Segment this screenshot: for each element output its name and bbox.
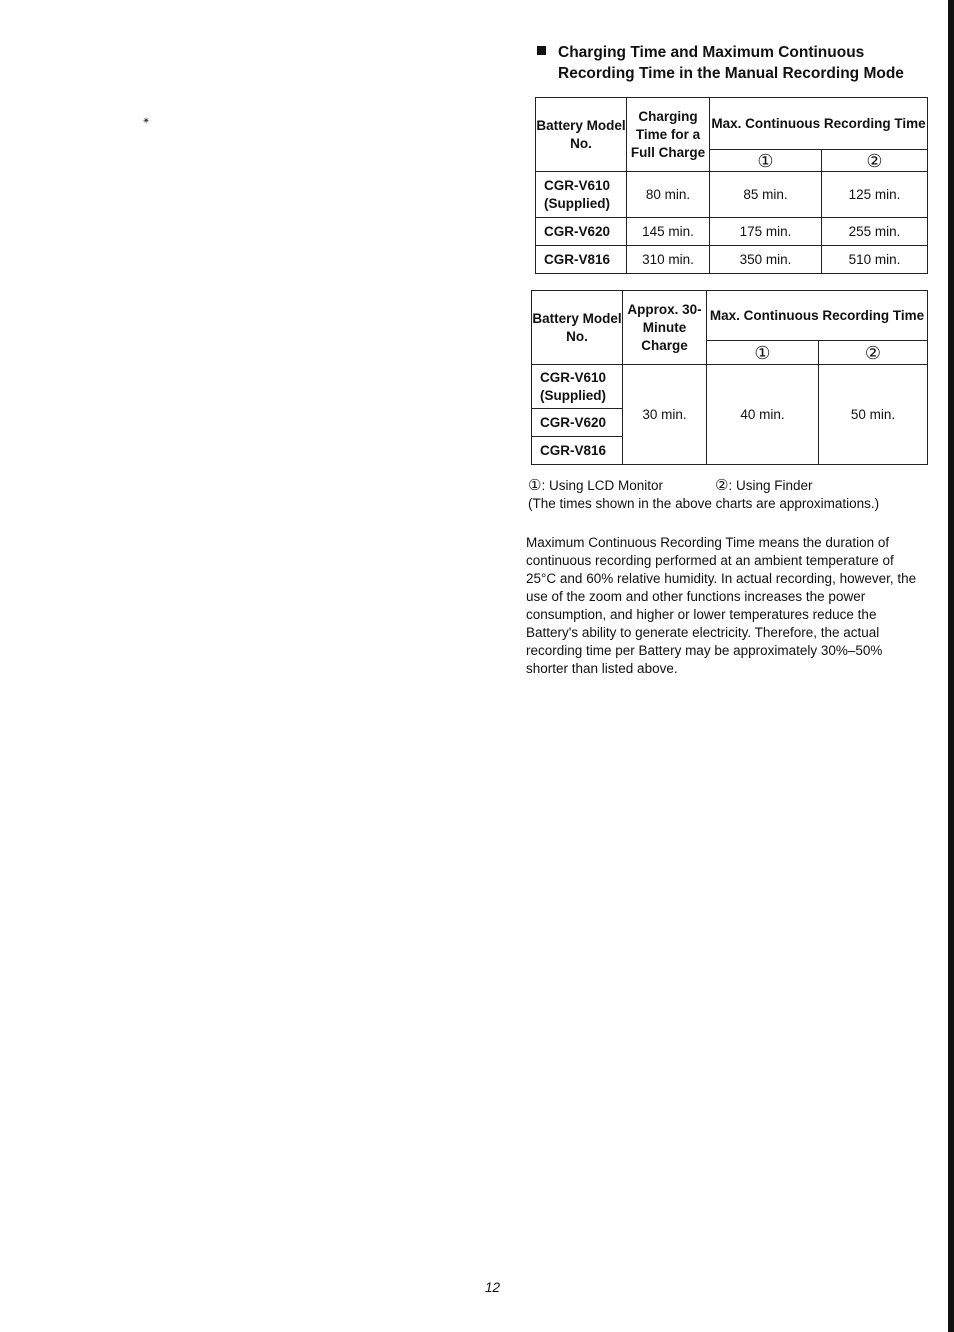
bullet-square-icon	[537, 46, 546, 55]
row-finder-time: 255 min.	[822, 218, 928, 246]
row-model: CGR-V816	[532, 437, 623, 465]
row-charge-time: 145 min.	[627, 218, 710, 246]
shared-finder-time: 50 min.	[819, 365, 928, 465]
page-number: 12	[485, 1280, 501, 1295]
header-charging-time: Charging Time for a Full Charge	[627, 98, 710, 172]
row-model: CGR-V620	[536, 218, 627, 246]
header-finder-symbol: ②	[822, 150, 928, 172]
row-model: CGR-V816	[536, 246, 627, 274]
stray-mark: ✴	[142, 116, 151, 127]
table-row	[532, 365, 928, 409]
legend-finder: : Using Finder	[728, 478, 813, 493]
row-charge-time: 310 min.	[627, 246, 710, 274]
quick-charge-table	[531, 290, 928, 465]
page-edge-bar	[948, 0, 954, 1332]
section-title-line-2: Recording Time in the Manual Recording Mode	[558, 65, 904, 82]
header-max-recording: Max. Continuous Recording Time	[707, 291, 928, 341]
section-title	[537, 42, 937, 84]
header-battery-model: Battery Model No.	[536, 98, 627, 172]
table-row	[536, 246, 928, 274]
header-lcd-monitor-symbol: ①	[710, 150, 822, 172]
row-model: CGR-V610 (Supplied)	[532, 365, 623, 409]
row-lcd-time: 85 min.	[710, 172, 822, 218]
row-finder-time: 510 min.	[822, 246, 928, 274]
legend-lcd-monitor: : Using LCD Monitor	[541, 478, 663, 493]
header-max-recording: Max. Continuous Recording Time	[710, 98, 928, 150]
table-row	[536, 218, 928, 246]
shared-charge-time: 30 min.	[623, 365, 707, 465]
section-title-line-1: Charging Time and Maximum Continuous	[558, 44, 865, 61]
row-lcd-time: 175 min.	[710, 218, 822, 246]
lcd-monitor-symbol: ①	[528, 477, 542, 494]
row-lcd-time: 350 min.	[710, 246, 822, 274]
header-approx-charge: Approx. 30-Minute Charge	[623, 291, 707, 365]
row-finder-time: 125 min.	[822, 172, 928, 218]
header-lcd-monitor-symbol: ①	[707, 341, 819, 365]
header-finder-symbol: ②	[819, 341, 928, 365]
finder-symbol: ②	[715, 477, 729, 494]
row-model: CGR-V620	[532, 409, 623, 437]
full-charge-table	[535, 97, 928, 274]
table-row	[536, 172, 928, 218]
row-model: CGR-V610 (Supplied)	[536, 172, 627, 218]
row-charge-time: 80 min.	[627, 172, 710, 218]
legend-note: (The times shown in the above charts are approximations.)	[528, 496, 880, 511]
legend	[528, 477, 928, 513]
header-battery-model: Battery Model No.	[532, 291, 623, 365]
explanation-paragraph: Maximum Continuous Recording Time means the duration of continuous recording performed at an ambient temperature of 25°C and 60% relative humidity. In actual recording, however, the use of the zoom and other functions increases the power consumption, and higher or lower temperatures reduce the Battery's ability to generate electricity. Therefore, the actual recording time per Battery may be approximately 30%–50% shorter than listed above.	[526, 535, 917, 676]
shared-lcd-time: 40 min.	[707, 365, 819, 465]
